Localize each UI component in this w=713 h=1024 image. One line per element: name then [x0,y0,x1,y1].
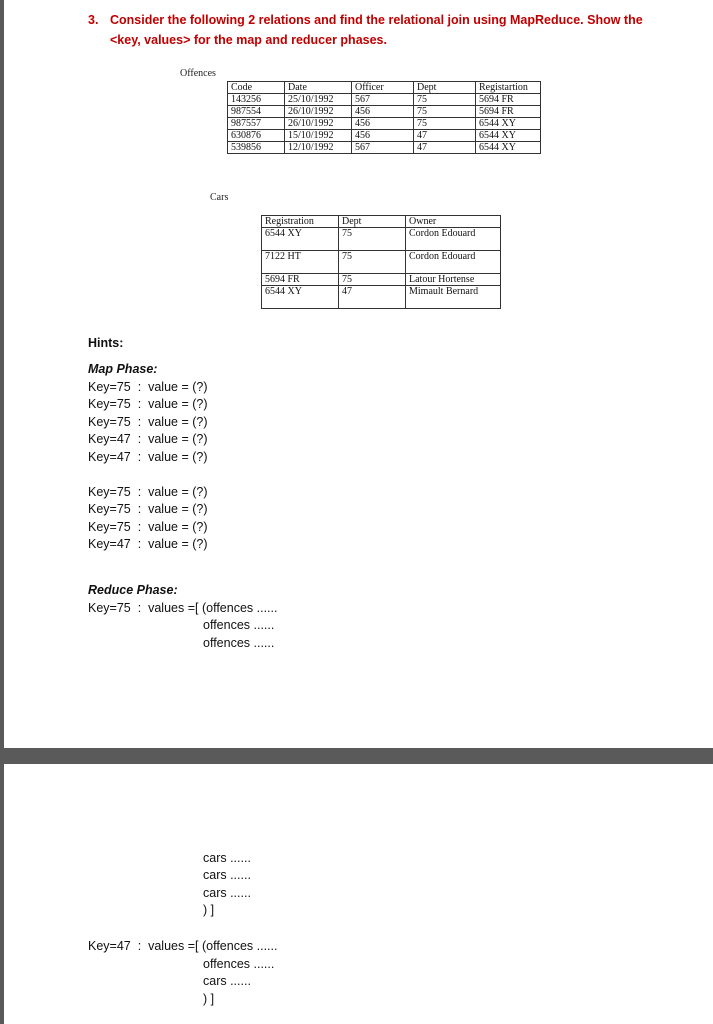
question-text: Consider the following 2 relations and find the relational join using MapReduce. Show the <key, values> for the map and reducer phases. [110,13,643,47]
cars-cell: 6544 XY [262,286,339,309]
cars-cell: 7122 HT [262,251,339,274]
table-row [262,274,501,286]
offences-cell: 5694 FR [476,106,541,118]
document-page-2 [4,764,713,1024]
map-line: Key=75 : value = (?) [88,415,208,429]
offences-cell: 75 [414,94,476,106]
offences-cell: 539856 [228,142,285,154]
cars-cell: 75 [339,251,406,274]
table-row [228,106,541,118]
cars-cell: 6544 XY [262,228,339,251]
table-row [262,228,501,251]
map-phase-title: Map Phase: [88,362,158,376]
reduce-line: offences ...... [203,957,275,971]
reduce-line: cars ...... [203,851,251,865]
offences-cell: 12/10/1992 [285,142,352,154]
cars-header-dept: Dept [339,216,406,228]
hints-title: Hints: [88,336,124,350]
cars-cell: 47 [339,286,406,309]
cars-cell: Cordon Edouard [406,251,501,274]
offences-cell: 75 [414,118,476,130]
reduce-line: offences ...... [203,636,275,650]
cars-header-owner: Owner [406,216,501,228]
question-number: 3. [88,13,99,27]
reduce-close: ) ] [203,903,215,917]
offences-caption: Offences [180,68,216,79]
map-line: Key=75 : value = (?) [88,397,208,411]
offences-cell: 75 [414,106,476,118]
offences-cell: 6544 XY [476,142,541,154]
table-row [262,286,501,309]
map-line: Key=75 : value = (?) [88,485,208,499]
reduce-line: cars ...... [203,886,251,900]
table-row [228,130,541,142]
offences-cell: 456 [352,130,414,142]
map-line: Key=47 : value = (?) [88,432,208,446]
cars-cell: Latour Hortense [406,274,501,286]
offences-cell: 15/10/1992 [285,130,352,142]
offences-cell: 987554 [228,106,285,118]
reduce-line: cars ...... [203,868,251,882]
offences-header-officer: Officer [352,82,414,94]
offences-table [227,81,541,154]
table-row [228,142,541,154]
cars-cell: Mimault Bernard [406,286,501,309]
reduce-phase-title: Reduce Phase: [88,583,178,597]
map-line: Key=47 : value = (?) [88,537,208,551]
offences-cell: 987557 [228,118,285,130]
offences-cell: 456 [352,106,414,118]
offences-cell: 567 [352,142,414,154]
map-line: Key=47 : value = (?) [88,450,208,464]
map-line: Key=75 : value = (?) [88,502,208,516]
offences-cell: 26/10/1992 [285,118,352,130]
offences-cell: 6544 XY [476,118,541,130]
cars-header-registration: Registration [262,216,339,228]
map-line: Key=75 : value = (?) [88,380,208,394]
offences-cell: 567 [352,94,414,106]
offences-cell: 456 [352,118,414,130]
offences-cell: 47 [414,142,476,154]
table-row [228,118,541,130]
offences-cell: 630876 [228,130,285,142]
offences-header-code: Code [228,82,285,94]
table-row [228,94,541,106]
offences-header-date: Date [285,82,352,94]
document-page-1 [4,0,713,748]
offences-header-dept: Dept [414,82,476,94]
cars-cell: Cordon Edouard [406,228,501,251]
reduce-line: offences ...... [203,618,275,632]
reduce-close: ) ] [203,992,215,1006]
offences-cell: 25/10/1992 [285,94,352,106]
cars-cell: 75 [339,274,406,286]
cars-header-row [262,216,501,228]
offences-header-row [228,82,541,94]
reduce-line: cars ...... [203,974,251,988]
offences-cell: 5694 FR [476,94,541,106]
offences-cell: 47 [414,130,476,142]
reduce-75-head: Key=75 : values =[ (offences ...... [88,601,278,615]
cars-table [261,215,501,309]
cars-cell: 5694 FR [262,274,339,286]
offences-cell: 143256 [228,94,285,106]
offences-cell: 6544 XY [476,130,541,142]
cars-caption: Cars [210,192,229,203]
map-line: Key=75 : value = (?) [88,520,208,534]
table-row [262,251,501,274]
offences-cell: 26/10/1992 [285,106,352,118]
reduce-47-head: Key=47 : values =[ (offences ...... [88,939,278,953]
offences-header-registration: Registartion [476,82,541,94]
cars-cell: 75 [339,228,406,251]
